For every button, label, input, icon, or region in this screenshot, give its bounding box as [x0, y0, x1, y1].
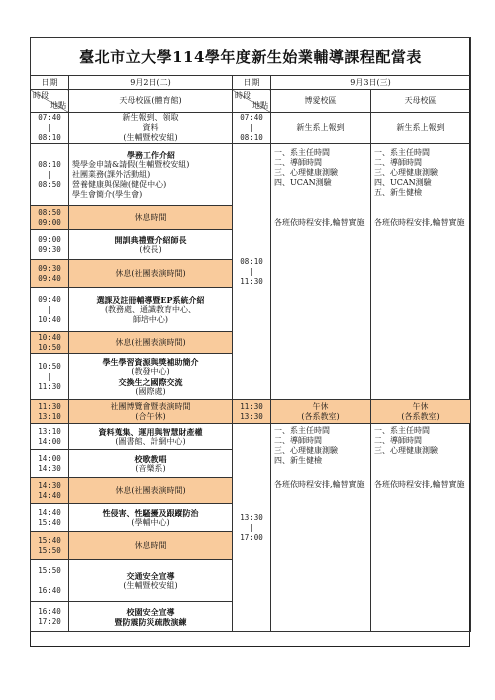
- time-slot: 09:40 | 10:40: [31, 288, 69, 332]
- place-label: 地點: [252, 101, 268, 110]
- time-slot: 14:30 14:40: [31, 478, 69, 504]
- time-slot-day2: 11:30 13:30: [233, 400, 271, 424]
- day2-tianmu-afternoon: 一、系主任時間 二、導師時間 三、心理健康測驗 各班依時程安排,輪替實施: [371, 424, 471, 632]
- session-break: 休息時間: [69, 532, 233, 560]
- session-school-song: 校歌教唱 (音樂系): [69, 450, 233, 478]
- time-slot: 09:00 09:30: [31, 230, 69, 260]
- day2-boai-morning: 一、系主任時間 二、導師時間 三、心理健康測驗 四、UCAN測驗 各班依時程安排,輪替實施: [271, 144, 371, 400]
- session-club-break: 休息(社團表演時間): [69, 332, 233, 354]
- campus-tianmu: 天母校區: [371, 90, 471, 113]
- schedule-page: [30, 37, 470, 647]
- date-label-day1: 日期: [31, 76, 69, 90]
- date-label-day2: 日期: [233, 76, 271, 90]
- session-course-selection: 選課及註冊輔導暨EP系統介紹 (教務處、通識教育中心、 師培中心): [69, 288, 233, 332]
- time-slot: 14:00 14:30: [31, 450, 69, 478]
- time-slot: 15:50 16:40: [31, 560, 69, 602]
- time-label: 時段: [235, 91, 251, 100]
- campus-tianmu-gym: 天母校區(體育館): [69, 90, 233, 113]
- campus-boai: 博愛校區: [271, 90, 371, 113]
- session-break: 休息時間: [69, 206, 233, 230]
- day2-tianmu-registration: 新生系上報到: [371, 113, 471, 144]
- time-slot-day2: 13:30 | 17:00: [233, 424, 271, 632]
- time-slot: 11:30 13:10: [31, 400, 69, 424]
- session-club-fair: 社團博覽會暨表演時間 (合午休): [69, 400, 233, 424]
- session-opening-ceremony: 開訓典禮暨介紹師長 (校長): [69, 230, 233, 260]
- time-slot-day2: 08:10 | 11:30: [233, 144, 271, 400]
- day2-boai-afternoon: 一、系主任時間 二、導師時間 三、心理健康測驗 四、新生健檢 各班依時程安排,輪替實施: [271, 424, 371, 632]
- time-slot: 08:10 | 08:50: [31, 144, 69, 206]
- place-label: 地點: [50, 101, 66, 110]
- time-slot: 13:10 14:00: [31, 424, 69, 450]
- time-label: 時段: [33, 91, 49, 100]
- date-day2: 9月3日(三): [271, 76, 471, 90]
- day2-tianmu-morning: 一、系主任時間 二、導師時間 三、心理健康測驗 四、UCAN測驗 五、新生健檢 各班依時程安排,輪替實施: [371, 144, 471, 400]
- time-slot: 09:30 09:40: [31, 260, 69, 288]
- time-slot-day2: 07:40 | 08:10: [233, 113, 271, 144]
- time-slot: 16:40 17:20: [31, 602, 69, 632]
- schedule-table: [30, 37, 471, 632]
- session-traffic-safety: 交通安全宣導 (生輔暨校安組): [69, 560, 233, 602]
- date-day1: 9月2日(二): [69, 76, 233, 90]
- session-info-literacy: 資料蒐集、運用與智慧財產權 (圖書館、計網中心): [69, 424, 233, 450]
- day2-boai-lunch: 午休 (各系教室): [271, 400, 371, 424]
- time-slot: 08:50 09:00: [31, 206, 69, 230]
- time-slot: 14:40 15:40: [31, 504, 69, 532]
- session-student-affairs: 學務工作介紹 獎學金申請&請假(生輔暨校安組) 社團業務(課外活動組) 營養健康與保險(健促中心) 學生會簡介(學生會): [69, 144, 233, 206]
- time-slot: 07:40 | 08:10: [31, 113, 69, 144]
- session-club-break: 休息(社團表演時間): [69, 260, 233, 288]
- page-title: 臺北市立大學114學年度新生始業輔導課程配當表: [31, 38, 471, 76]
- session-registration: 新生報到、領取 資料 (生輔暨校安組): [69, 113, 233, 144]
- time-slot: 10:50 | 11:30: [31, 354, 69, 400]
- time-place-header-day2: [233, 90, 271, 113]
- time-slot: 15:40 15:50: [31, 532, 69, 560]
- day2-boai-registration: 新生系上報到: [271, 113, 371, 144]
- time-slot: 10:40 10:50: [31, 332, 69, 354]
- session-harassment-prevention: 性侵害、性騷擾及跟蹤防治 (學輔中心): [69, 504, 233, 532]
- session-club-break: 休息(社團表演時間): [69, 478, 233, 504]
- session-learning-resources: 學生學習資源與獎補助簡介 (教發中心) 交換生之國際交流 (國際處): [69, 354, 233, 400]
- time-place-header-day1: [31, 90, 69, 113]
- session-campus-safety: 校園安全宣導 暨防震防災疏散演練: [69, 602, 233, 632]
- day2-tianmu-lunch: 午休 (各系教室): [371, 400, 471, 424]
